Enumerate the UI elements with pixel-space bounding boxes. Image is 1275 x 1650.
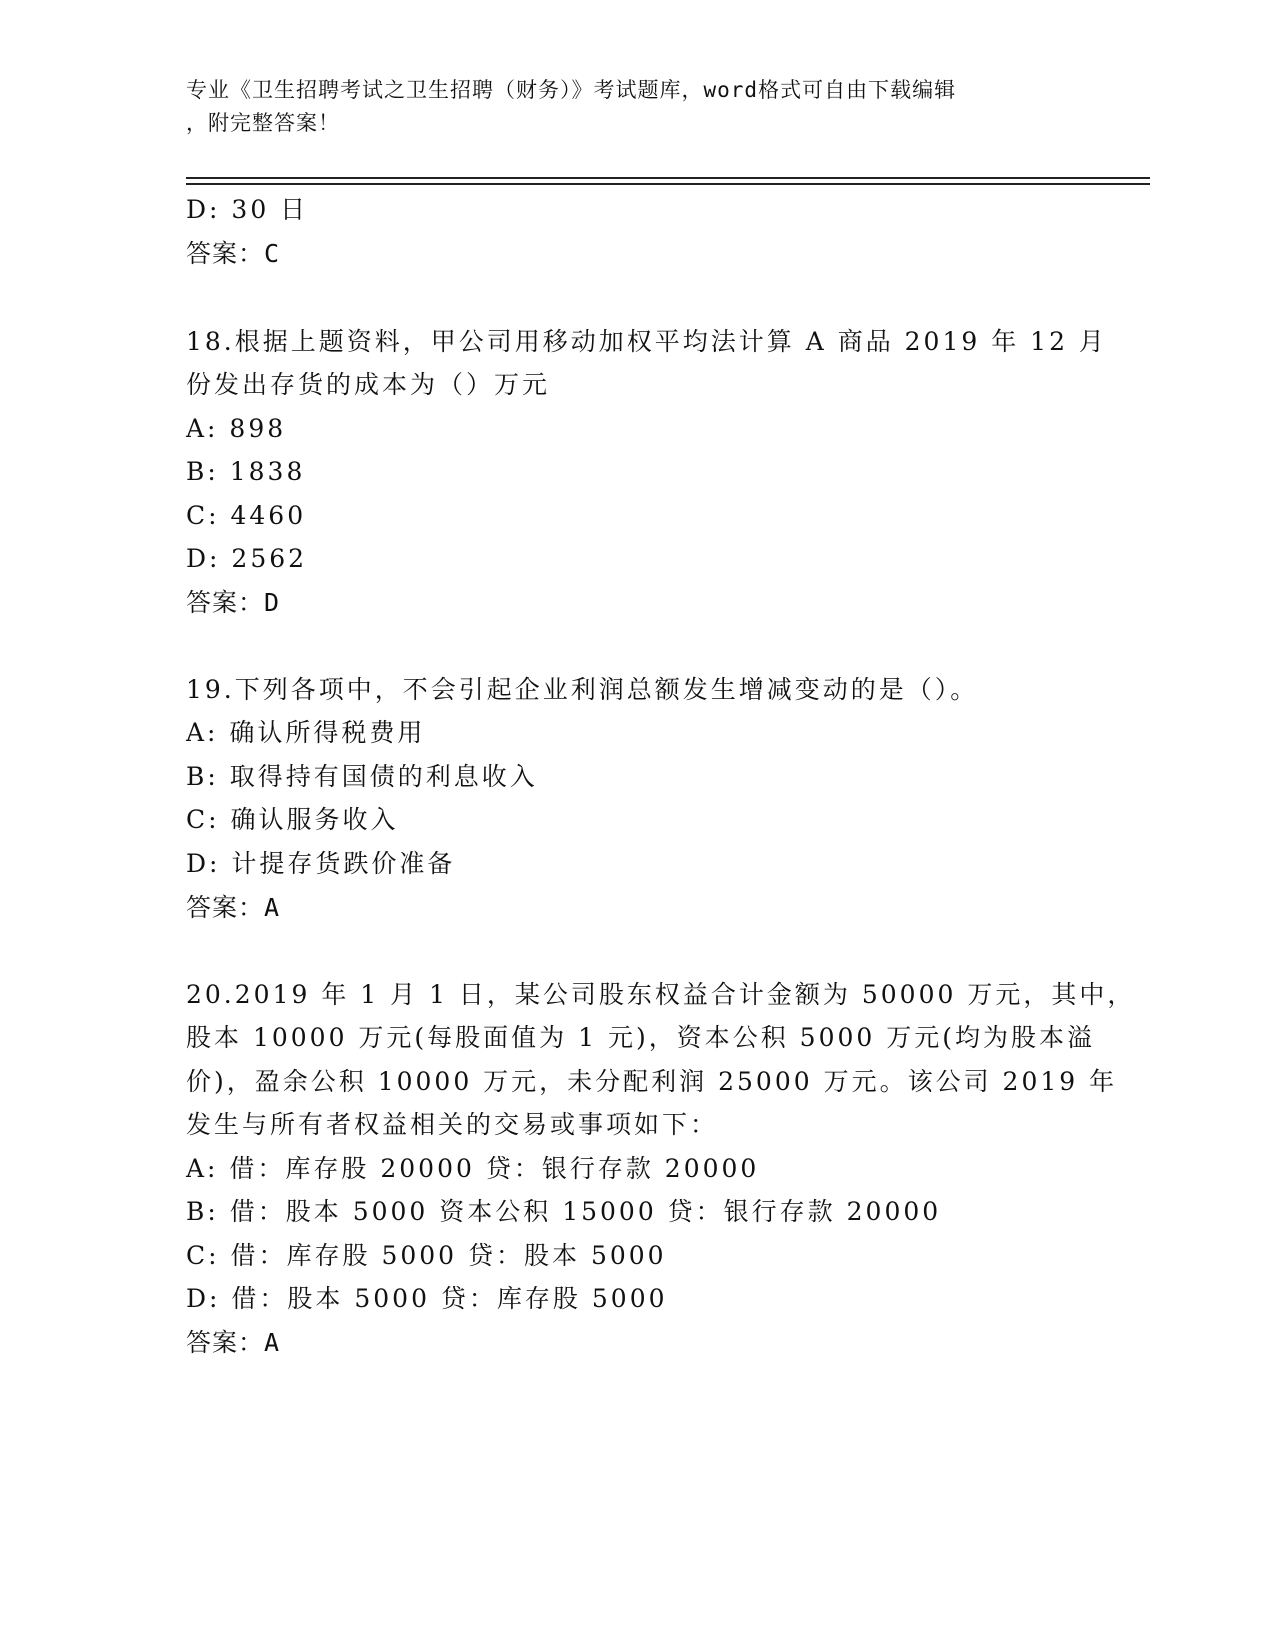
q19-option-a: A: 确认所得税费用	[186, 718, 426, 747]
q20-answer: 答案：A	[186, 1328, 281, 1357]
q17-answer: 答案：C	[186, 239, 281, 268]
q20-option-a: A: 借：库存股 20000 贷：银行存款 20000	[186, 1154, 760, 1183]
header-line-2: ，附完整答案！	[186, 111, 340, 135]
q19-option-b: B: 取得持有国债的利息收入	[186, 762, 538, 791]
q20-option-d: D: 借：股本 5000 贷：库存股 5000	[186, 1284, 668, 1313]
header-divider-bottom	[186, 183, 1150, 185]
q20-stem-line-3: 价)，盈余公积 10000 万元，未分配利润 25000 万元。该公司 2019 年	[186, 1067, 1118, 1096]
q18-option-a: A: 898	[186, 414, 287, 443]
q20-stem-line-1: 20.2019 年 1 月 1 日，某公司股东权益合计金额为 50000 万元，其中，	[186, 980, 1136, 1009]
q19-stem-line-1: 19.下列各项中，不会引起企业利润总额发生增减变动的是（）。	[186, 675, 979, 704]
q20-stem-line-4: 发生与所有者权益相关的交易或事项如下：	[186, 1110, 719, 1139]
q17-option-d: D: 30 日	[186, 195, 309, 224]
q20-option-b: B: 借：股本 5000 资本公积 15000 贷：银行存款 20000	[186, 1197, 942, 1226]
page-header	[186, 74, 1086, 140]
q18-answer: 答案：D	[186, 588, 281, 617]
q20-stem-line-2: 股本 10000 万元(每股面值为 1 元)，资本公积 5000 万元(均为股本溢	[186, 1023, 1096, 1052]
q18-stem-line-1: 18.根据上题资料，甲公司用移动加权平均法计算 A 商品 2019 年 12 月	[186, 327, 1107, 356]
q18-option-c: C: 4460	[186, 501, 307, 530]
q19-option-d: D: 计提存货跌价准备	[186, 849, 456, 878]
q18-option-d: D: 2562	[186, 544, 308, 573]
q19-option-c: C: 确认服务收入	[186, 805, 399, 834]
q20-option-c: C: 借：库存股 5000 贷：股本 5000	[186, 1241, 667, 1270]
header-divider-top	[186, 177, 1150, 179]
q18-option-b: B: 1838	[186, 457, 306, 486]
header-line-1: 专业《卫生招聘考试之卫生招聘（财务）》考试题库，word格式可自由下载编辑	[186, 78, 957, 102]
q19-answer: 答案：A	[186, 893, 281, 922]
q18-stem-line-2: 份发出存货的成本为（）万元	[186, 370, 551, 399]
